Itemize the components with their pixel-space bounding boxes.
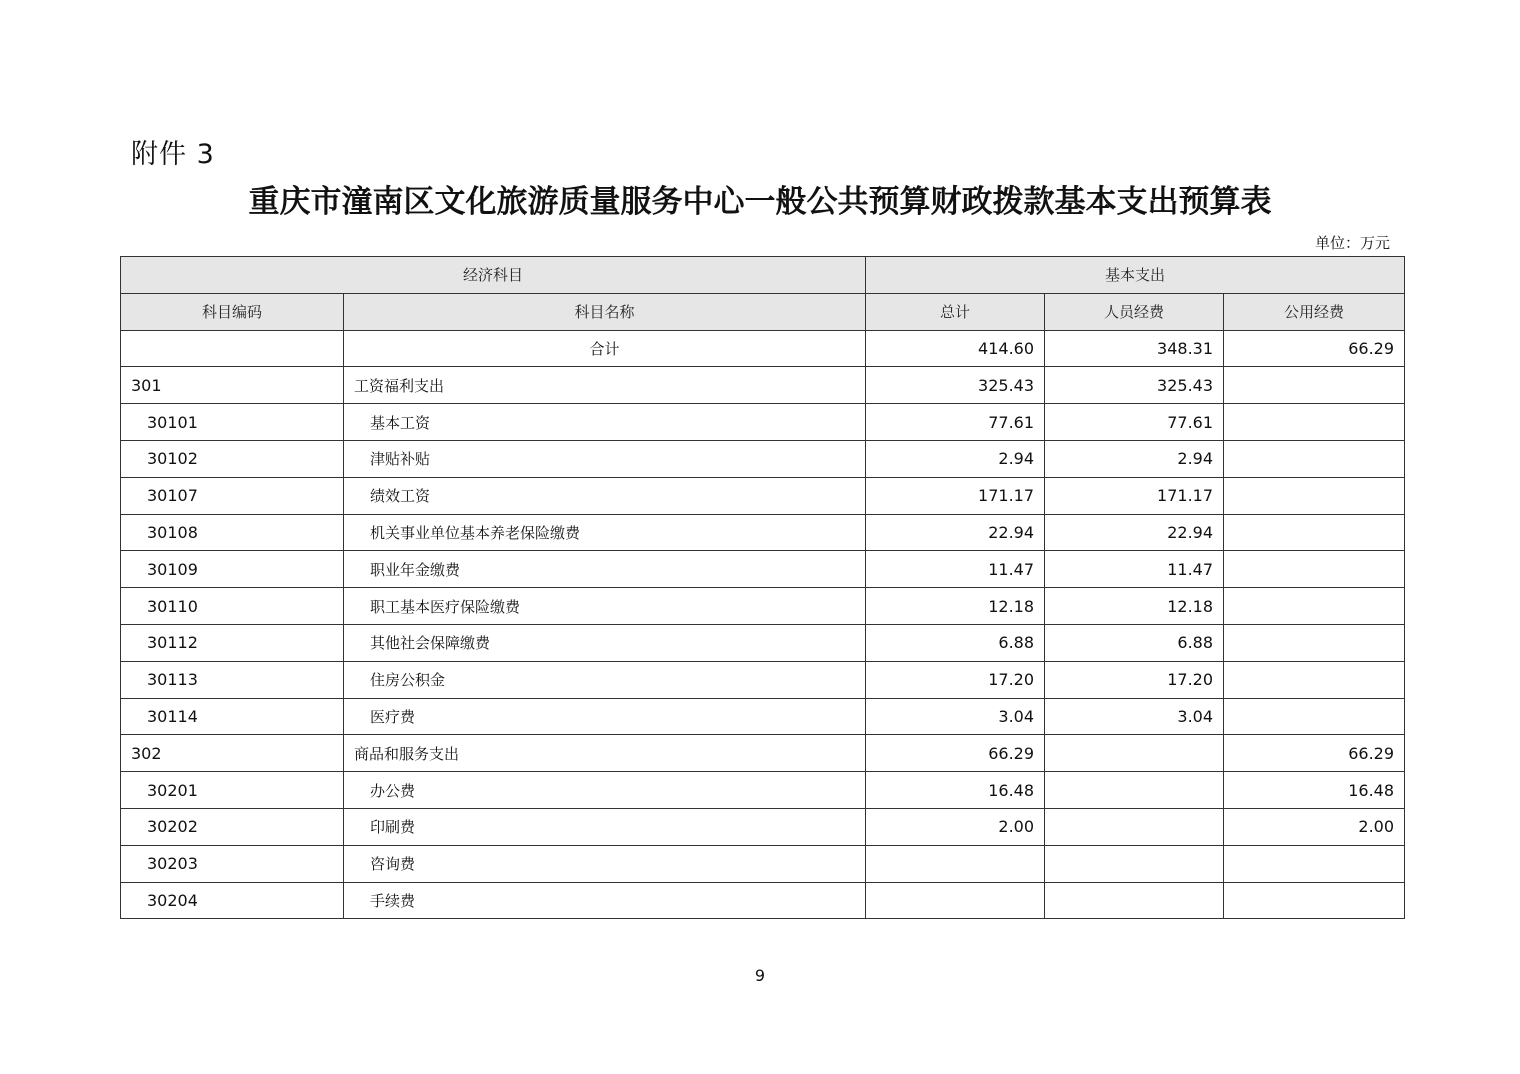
cell-subject-code: 30107: [121, 477, 344, 514]
table-row: [121, 698, 1405, 735]
cell-subject-code: 30101: [121, 404, 344, 441]
cell-public-expense: [1224, 624, 1405, 661]
cell-personnel-expense: [1045, 808, 1224, 845]
cell-subject-code: 302: [121, 735, 344, 772]
cell-public-expense: [1224, 698, 1405, 735]
cell-personnel-expense: 171.17: [1045, 477, 1224, 514]
cell-total: 11.47: [866, 551, 1045, 588]
cell-total: 3.04: [866, 698, 1045, 735]
cell-subject-name: 印刷费: [344, 808, 866, 845]
cell-total: 325.43: [866, 367, 1045, 404]
budget-table: [120, 256, 1405, 919]
cell-subject-name: 合计: [344, 330, 866, 367]
table-row: [121, 367, 1405, 404]
cell-subject-code: [121, 330, 344, 367]
cell-personnel-expense: [1045, 845, 1224, 882]
table-row: [121, 735, 1405, 772]
header-basic-expenditure: 基本支出: [866, 257, 1405, 294]
cell-total: 16.48: [866, 772, 1045, 809]
cell-public-expense: [1224, 661, 1405, 698]
header-subject-code: 科目编码: [121, 293, 344, 330]
cell-total: 22.94: [866, 514, 1045, 551]
cell-personnel-expense: 77.61: [1045, 404, 1224, 441]
cell-public-expense: [1224, 404, 1405, 441]
cell-personnel-expense: 17.20: [1045, 661, 1224, 698]
table-row: [121, 772, 1405, 809]
cell-total: 2.94: [866, 440, 1045, 477]
cell-total: 77.61: [866, 404, 1045, 441]
page-number: 9: [754, 966, 766, 985]
cell-public-expense: 16.48: [1224, 772, 1405, 809]
cell-personnel-expense: [1045, 882, 1224, 919]
table-row: [121, 440, 1405, 477]
table-row: [121, 551, 1405, 588]
unit-label: 单位：万元: [1314, 234, 1390, 252]
cell-personnel-expense: 11.47: [1045, 551, 1224, 588]
cell-subject-name: 津贴补贴: [344, 440, 866, 477]
cell-subject-name: 医疗费: [344, 698, 866, 735]
cell-total: 171.17: [866, 477, 1045, 514]
table-row: [121, 514, 1405, 551]
cell-total: 414.60: [866, 330, 1045, 367]
cell-total: 6.88: [866, 624, 1045, 661]
table-row: [121, 624, 1405, 661]
cell-subject-name: 职业年金缴费: [344, 551, 866, 588]
cell-public-expense: [1224, 882, 1405, 919]
group-header-row: [121, 257, 1405, 294]
cell-total: 17.20: [866, 661, 1045, 698]
header-total: 总计: [866, 293, 1045, 330]
cell-subject-code: 30202: [121, 808, 344, 845]
table-row: [121, 882, 1405, 919]
cell-public-expense: [1224, 367, 1405, 404]
cell-subject-code: 30203: [121, 845, 344, 882]
table-row: [121, 404, 1405, 441]
header-personnel-expense: 人员经费: [1045, 293, 1224, 330]
table-row: [121, 808, 1405, 845]
cell-public-expense: 66.29: [1224, 330, 1405, 367]
cell-subject-code: 30102: [121, 440, 344, 477]
cell-subject-code: 30109: [121, 551, 344, 588]
cell-subject-code: 30110: [121, 588, 344, 625]
cell-personnel-expense: [1045, 735, 1224, 772]
cell-subject-name: 手续费: [344, 882, 866, 919]
cell-subject-name: 住房公积金: [344, 661, 866, 698]
table-row: [121, 330, 1405, 367]
cell-personnel-expense: 2.94: [1045, 440, 1224, 477]
cell-subject-name: 职工基本医疗保险缴费: [344, 588, 866, 625]
cell-subject-code: 30114: [121, 698, 344, 735]
cell-public-expense: [1224, 477, 1405, 514]
cell-personnel-expense: 6.88: [1045, 624, 1224, 661]
cell-public-expense: [1224, 588, 1405, 625]
cell-personnel-expense: 22.94: [1045, 514, 1224, 551]
cell-subject-name: 机关事业单位基本养老保险缴费: [344, 514, 866, 551]
cell-subject-name: 工资福利支出: [344, 367, 866, 404]
cell-subject-name: 基本工资: [344, 404, 866, 441]
table-row: [121, 661, 1405, 698]
cell-total: [866, 882, 1045, 919]
attachment-label: 附件 3: [131, 139, 215, 170]
cell-personnel-expense: 325.43: [1045, 367, 1224, 404]
cell-total: [866, 845, 1045, 882]
cell-subject-code: 30113: [121, 661, 344, 698]
cell-subject-code: 30112: [121, 624, 344, 661]
cell-subject-name: 商品和服务支出: [344, 735, 866, 772]
cell-personnel-expense: 348.31: [1045, 330, 1224, 367]
cell-public-expense: [1224, 845, 1405, 882]
cell-subject-code: 30204: [121, 882, 344, 919]
cell-personnel-expense: 3.04: [1045, 698, 1224, 735]
cell-subject-name: 咨询费: [344, 845, 866, 882]
table-row: [121, 588, 1405, 625]
header-economic-subject: 经济科目: [121, 257, 866, 294]
header-public-expense: 公用经费: [1224, 293, 1405, 330]
cell-total: 66.29: [866, 735, 1045, 772]
cell-public-expense: 66.29: [1224, 735, 1405, 772]
cell-public-expense: [1224, 551, 1405, 588]
cell-subject-name: 绩效工资: [344, 477, 866, 514]
cell-public-expense: [1224, 514, 1405, 551]
cell-personnel-expense: [1045, 772, 1224, 809]
cell-personnel-expense: 12.18: [1045, 588, 1224, 625]
header-subject-name: 科目名称: [344, 293, 866, 330]
cell-subject-name: 其他社会保障缴费: [344, 624, 866, 661]
cell-public-expense: 2.00: [1224, 808, 1405, 845]
table-row: [121, 477, 1405, 514]
page-title: 重庆市潼南区文化旅游质量服务中心一般公共预算财政拨款基本支出预算表: [248, 184, 1272, 220]
cell-subject-name: 办公费: [344, 772, 866, 809]
table-row: [121, 845, 1405, 882]
cell-total: 2.00: [866, 808, 1045, 845]
cell-public-expense: [1224, 440, 1405, 477]
column-header-row: [121, 293, 1405, 330]
cell-subject-code: 301: [121, 367, 344, 404]
cell-subject-code: 30108: [121, 514, 344, 551]
cell-subject-code: 30201: [121, 772, 344, 809]
cell-total: 12.18: [866, 588, 1045, 625]
